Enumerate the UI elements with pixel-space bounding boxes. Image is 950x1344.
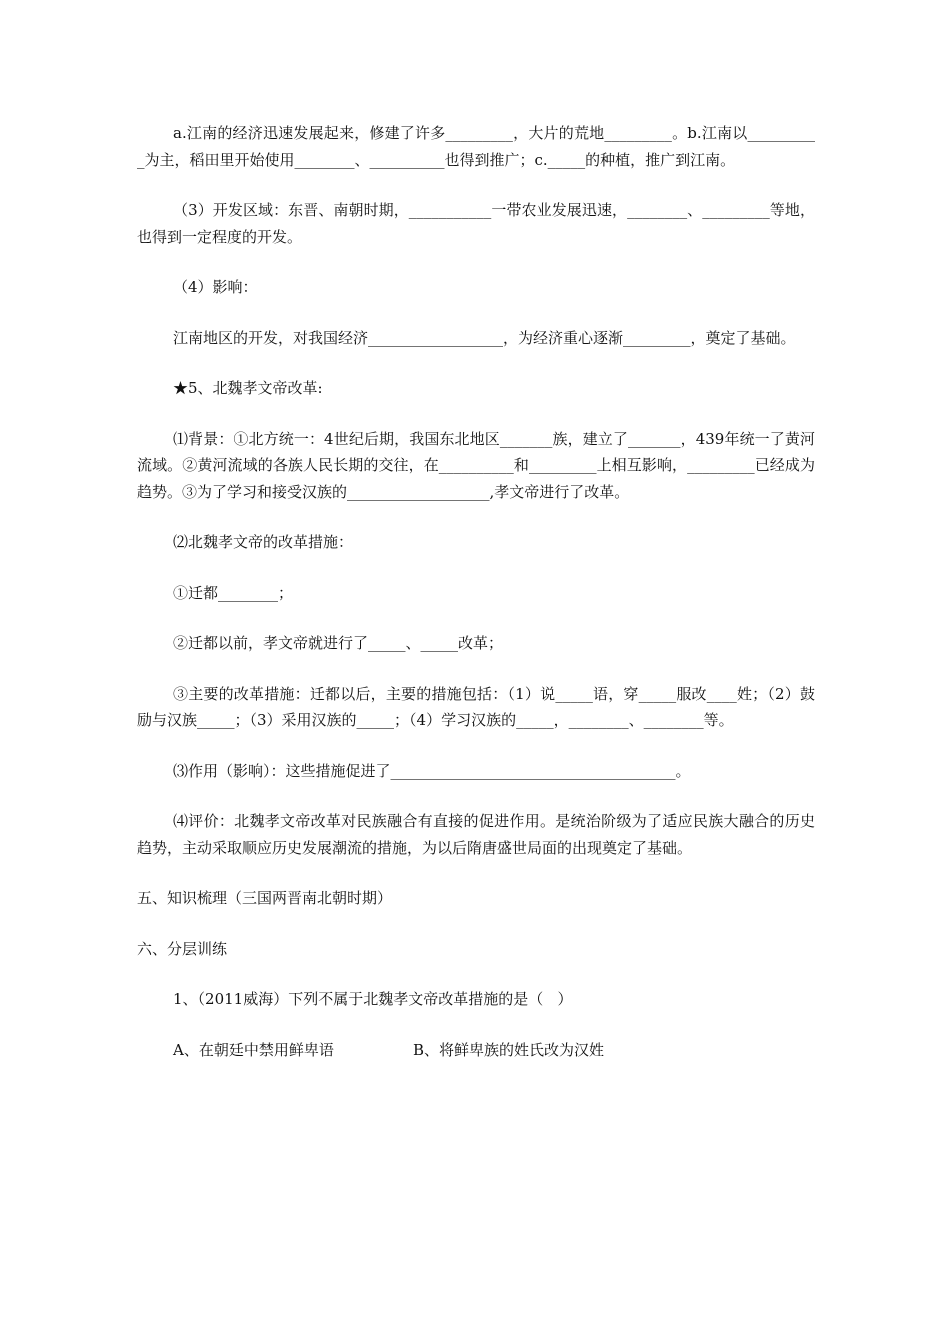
paragraph-reform-measures-heading: ⑵北魏孝文帝的改革措施： <box>173 533 354 551</box>
section-heading-xiaowen-reform: ★5、北魏孝文帝改革: <box>173 379 323 397</box>
paragraph-jiangnan-development: a.江南的经济迅速发展起来，修建了许多_________，大片的荒地_________。b.江南以__________为主，稻田里开始使用________、__________也得到推广；c._____的种植，推广到江南。 <box>137 124 815 169</box>
paragraph-main-measures: ③主要的改革措施：迁都以后，主要的措施包括：（1）说_____语，穿_____服改____姓；（2）鼓励与汉族_____；（3）采用汉族的_____；（4）学习汉族的_____，________、________等。 <box>137 684 815 729</box>
section-heading-layered-training: 六、分层训练 <box>137 939 228 958</box>
paragraph-effect: ⑶作用（影响）：这些措施促进了______________________________________。 <box>173 761 691 780</box>
paragraph-influence: 江南地区的开发，对我国经济__________________，为经济重心逐渐_________，奠定了基础。 <box>173 328 796 347</box>
document-page <box>137 120 815 1063</box>
option-b: B、将鲜卑族的姓氏改为汉姓 <box>413 1040 605 1059</box>
option-a: A、在朝廷中禁用鲜卑语 <box>173 1040 334 1059</box>
question-1: 1、（2011威海）下列不属于北魏孝文帝改革措施的是（ ） <box>173 990 573 1008</box>
paragraph-development-region: （3）开发区域：东晋、南朝时期，___________一带农业发展迅速，________、_________等地，也得到一定程度的开发。 <box>137 201 815 246</box>
section-heading-knowledge-summary: 五、知识梳理（三国两晋南北朝时期） <box>137 889 393 907</box>
paragraph-background: ⑴背景：①北方统一：4世纪后期，我国东北地区_______族，建立了_______，439年统一了黄河流域。②黄河流域的各族人民长期的交往，在__________和_________上相互影响，_________已经成为趋势。③为了学习和接受汉族的___________________,孝文帝进行了改革。 <box>137 429 815 501</box>
paragraph-evaluation: ⑷评价：北魏孝文帝改革对民族融合有直接的促进作用。是统治阶级为了适应民族大融合的历史趋势，主动采取顺应历史发展潮流的措施，为以后隋唐盛世局面的出现奠定了基础。 <box>137 812 815 857</box>
question-1-options <box>137 1037 815 1064</box>
paragraph-influence-heading: （4）影响： <box>173 278 258 296</box>
paragraph-before-move: ②迁都以前，孝文帝就进行了_____、_____改革； <box>173 634 504 652</box>
paragraph-move-capital: ①迁都________； <box>173 583 294 602</box>
